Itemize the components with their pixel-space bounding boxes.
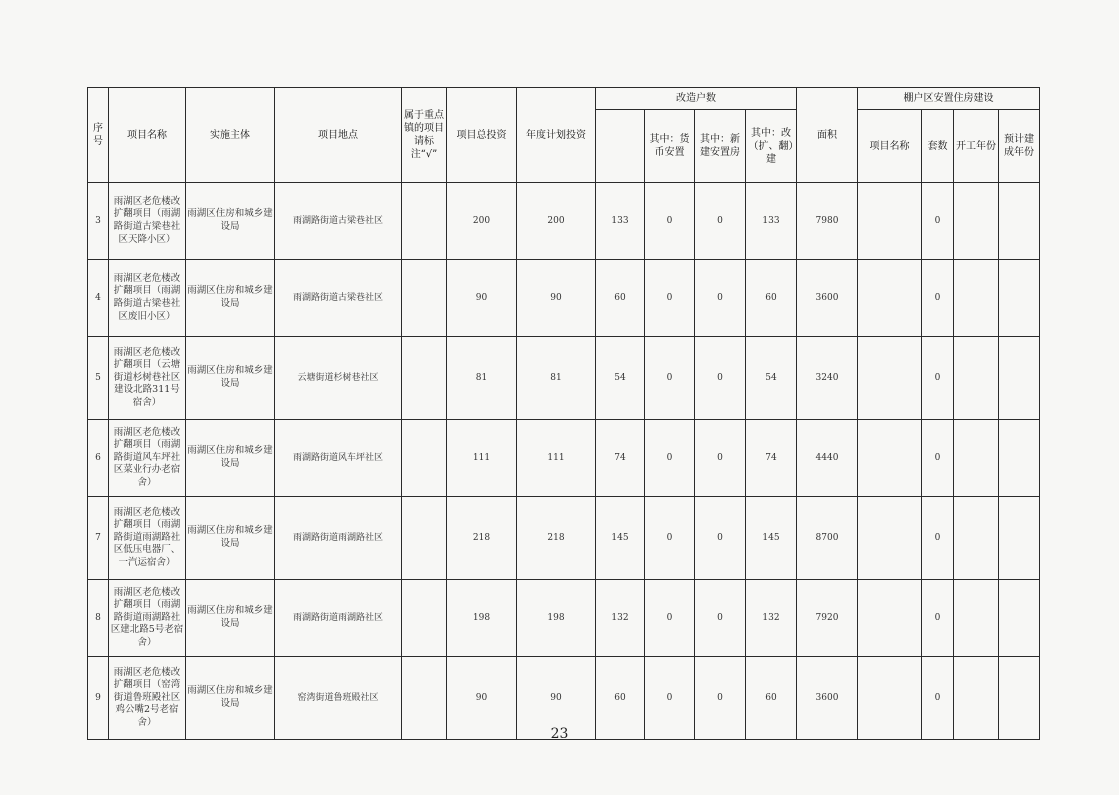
cell-total-investment: 111	[447, 420, 517, 497]
header-project-name: 项目名称	[109, 88, 186, 183]
cell-implementer: 雨湖区住房和城乡建设局	[186, 657, 275, 740]
cell-key-town	[402, 337, 447, 420]
cell-sh-units: 0	[922, 657, 954, 740]
cell-location: 雨湖路街道雨湖路社区	[275, 580, 402, 657]
cell-area: 7920	[797, 580, 858, 657]
cell-sh-name	[858, 337, 922, 420]
header-key-town: 属于重点镇的项目请标注“√”	[402, 88, 447, 183]
cell-sh-name	[858, 183, 922, 260]
cell-location: 雨湖路街道雨湖路社区	[275, 497, 402, 580]
cell-key-town	[402, 420, 447, 497]
cell-implementer: 雨湖区住房和城乡建设局	[186, 420, 275, 497]
cell-total-investment: 198	[447, 580, 517, 657]
cell-annual-investment: 90	[517, 260, 596, 337]
cell-project-name: 雨湖区老危楼改扩翻项目（雨湖路街道古梁巷社区废旧小区）	[109, 260, 186, 337]
cell-currency: 0	[645, 497, 695, 580]
header-sh-start-year: 开工年份	[954, 110, 999, 183]
cell-households: 132	[596, 580, 645, 657]
cell-seq: 7	[88, 497, 109, 580]
cell-newbuild: 0	[695, 260, 746, 337]
cell-total-investment: 81	[447, 337, 517, 420]
header-sub-rebuild: 其中：改（扩、翻）建	[746, 110, 797, 183]
page-number: 23	[550, 726, 569, 742]
cell-currency: 0	[645, 657, 695, 740]
cell-total-investment: 218	[447, 497, 517, 580]
cell-annual-investment: 111	[517, 420, 596, 497]
cell-sh-name	[858, 420, 922, 497]
cell-rebuild: 74	[746, 420, 797, 497]
cell-households: 60	[596, 657, 645, 740]
cell-currency: 0	[645, 337, 695, 420]
project-table	[87, 87, 1040, 740]
cell-currency: 0	[645, 183, 695, 260]
cell-sh-units: 0	[922, 420, 954, 497]
cell-newbuild: 0	[695, 497, 746, 580]
cell-households: 60	[596, 260, 645, 337]
cell-total-investment: 200	[447, 183, 517, 260]
cell-sh-start	[954, 183, 999, 260]
cell-currency: 0	[645, 420, 695, 497]
cell-sh-units: 0	[922, 580, 954, 657]
cell-rebuild: 60	[746, 657, 797, 740]
cell-total-investment: 90	[447, 260, 517, 337]
cell-area: 3600	[797, 260, 858, 337]
cell-households: 145	[596, 497, 645, 580]
cell-implementer: 雨湖区住房和城乡建设局	[186, 497, 275, 580]
cell-sh-start	[954, 580, 999, 657]
cell-sh-units: 0	[922, 337, 954, 420]
cell-key-town	[402, 183, 447, 260]
header-renovation-households: 改造户数	[596, 88, 797, 110]
cell-currency: 0	[645, 580, 695, 657]
cell-seq: 6	[88, 420, 109, 497]
header-sub-newbuild: 其中：新建安置房	[695, 110, 746, 183]
cell-rebuild: 54	[746, 337, 797, 420]
header-sub-currency: 其中：货币安置	[645, 110, 695, 183]
cell-rebuild: 60	[746, 260, 797, 337]
cell-seq: 8	[88, 580, 109, 657]
cell-households: 74	[596, 420, 645, 497]
cell-area: 7980	[797, 183, 858, 260]
cell-sh-start	[954, 260, 999, 337]
cell-area: 3240	[797, 337, 858, 420]
cell-project-name: 雨湖区老危楼改扩翻项目（雨湖路街道风车坪社区菜业行办老宿舍）	[109, 420, 186, 497]
header-households-total	[596, 110, 645, 183]
cell-households: 54	[596, 337, 645, 420]
cell-rebuild: 145	[746, 497, 797, 580]
cell-currency: 0	[645, 260, 695, 337]
cell-sh-start	[954, 337, 999, 420]
cell-sh-expected	[999, 260, 1040, 337]
cell-sh-name	[858, 580, 922, 657]
cell-project-name: 雨湖区老危楼改扩翻项目（雨湖路街道雨湖路社区低压电器厂、一汽运宿舍）	[109, 497, 186, 580]
cell-key-town	[402, 260, 447, 337]
table-row	[88, 420, 1040, 497]
cell-newbuild: 0	[695, 420, 746, 497]
cell-project-name: 雨湖区老危楼改扩翻项目（窑湾街道鲁班殿社区鸡公嘴2号老宿舍）	[109, 657, 186, 740]
cell-sh-units: 0	[922, 183, 954, 260]
cell-rebuild: 133	[746, 183, 797, 260]
cell-sh-units: 0	[922, 260, 954, 337]
table-row	[88, 497, 1040, 580]
cell-seq: 4	[88, 260, 109, 337]
cell-rebuild: 132	[746, 580, 797, 657]
cell-annual-investment: 81	[517, 337, 596, 420]
header-sh-project-name: 项目名称	[858, 110, 922, 183]
header-sh-units: 套数	[922, 110, 954, 183]
cell-project-name: 雨湖区老危楼改扩翻项目（雨湖路街道雨湖路社区建北路5号老宿舍）	[109, 580, 186, 657]
cell-sh-expected	[999, 183, 1040, 260]
cell-project-name: 雨湖区老危楼改扩翻项目（云塘街道杉树巷社区建设北路311号宿舍）	[109, 337, 186, 420]
header-shack-housing: 棚户区安置住房建设	[858, 88, 1040, 110]
cell-sh-expected	[999, 580, 1040, 657]
cell-sh-units: 0	[922, 497, 954, 580]
header-seq: 序号	[88, 88, 109, 183]
cell-seq: 5	[88, 337, 109, 420]
header-location: 项目地点	[275, 88, 402, 183]
cell-newbuild: 0	[695, 183, 746, 260]
cell-annual-investment: 90	[517, 657, 596, 740]
cell-project-name: 雨湖区老危楼改扩翻项目（雨湖路街道古梁巷社区天降小区）	[109, 183, 186, 260]
cell-area: 8700	[797, 497, 858, 580]
cell-location: 雨湖路街道古梁巷社区	[275, 260, 402, 337]
header-annual-investment: 年度计划投资	[517, 88, 596, 183]
header-sh-expected-year: 预计建成年份	[999, 110, 1040, 183]
cell-annual-investment: 198	[517, 580, 596, 657]
header-implementer: 实施主体	[186, 88, 275, 183]
table-row	[88, 337, 1040, 420]
table-row	[88, 183, 1040, 260]
cell-sh-start	[954, 497, 999, 580]
cell-key-town	[402, 580, 447, 657]
cell-location: 窑湾街道鲁班殿社区	[275, 657, 402, 740]
cell-annual-investment: 218	[517, 497, 596, 580]
cell-implementer: 雨湖区住房和城乡建设局	[186, 337, 275, 420]
cell-sh-name	[858, 260, 922, 337]
cell-newbuild: 0	[695, 337, 746, 420]
cell-implementer: 雨湖区住房和城乡建设局	[186, 260, 275, 337]
cell-area: 3600	[797, 657, 858, 740]
cell-seq: 9	[88, 657, 109, 740]
cell-newbuild: 0	[695, 580, 746, 657]
cell-implementer: 雨湖区住房和城乡建设局	[186, 183, 275, 260]
cell-key-town	[402, 497, 447, 580]
cell-annual-investment: 200	[517, 183, 596, 260]
cell-sh-start	[954, 420, 999, 497]
cell-sh-expected	[999, 337, 1040, 420]
header-row-1	[88, 88, 1040, 110]
cell-seq: 3	[88, 183, 109, 260]
header-area: 面积	[797, 88, 858, 183]
cell-location: 雨湖路街道古梁巷社区	[275, 183, 402, 260]
cell-total-investment: 90	[447, 657, 517, 740]
cell-location: 云塘街道杉树巷社区	[275, 337, 402, 420]
cell-newbuild: 0	[695, 657, 746, 740]
cell-sh-expected	[999, 420, 1040, 497]
table-row	[88, 260, 1040, 337]
cell-sh-expected	[999, 497, 1040, 580]
cell-implementer: 雨湖区住房和城乡建设局	[186, 580, 275, 657]
cell-location: 雨湖路街道风车坪社区	[275, 420, 402, 497]
table-row	[88, 580, 1040, 657]
cell-sh-name	[858, 497, 922, 580]
cell-households: 133	[596, 183, 645, 260]
cell-area: 4440	[797, 420, 858, 497]
header-total-investment: 项目总投资	[447, 88, 517, 183]
